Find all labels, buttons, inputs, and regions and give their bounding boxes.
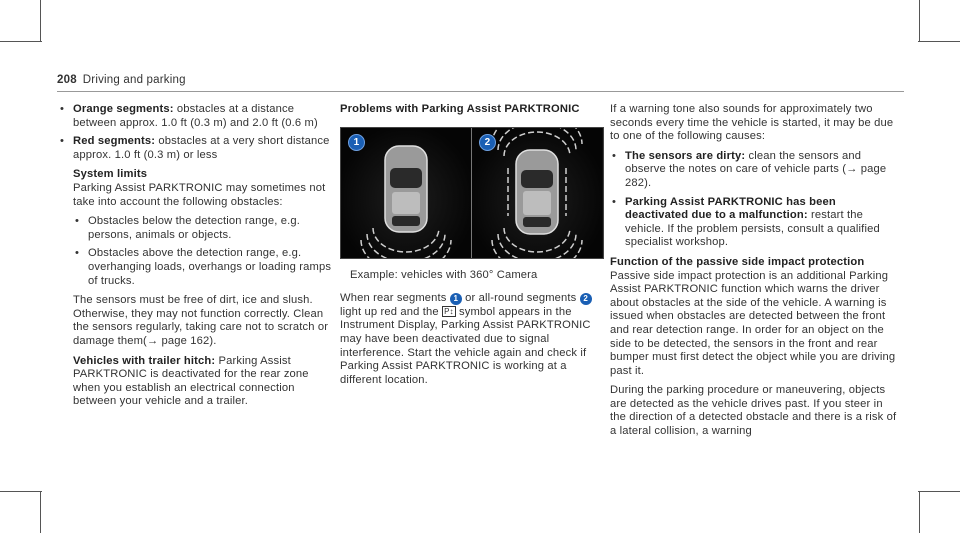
crop-mark <box>919 0 920 42</box>
limit-bullet: • Obstacles below the detection range, e.g. persons, animals or objects. <box>73 215 333 242</box>
trailer-paragraph: Vehicles with trailer hitch: Parking Assist PARKTRONIC is deactivated for the rear zone when you establish an electrical connection between your vehicle and a trailer. <box>73 354 309 408</box>
cause-bullet: • The sensors are dirty: clean the sensors and observe the notes on care of vehicle parts (→ page 282). <box>610 150 900 191</box>
crop-mark <box>40 0 41 42</box>
figure-panel-all-round-segments <box>472 128 602 258</box>
page-number: 208 <box>57 74 77 86</box>
function-paragraph: During the parking procedure or maneuvering, objects are detected as the vehicle drives past. If you steer in the direction of a detected obstacle and there is a risk of a lateral collision, a warning <box>610 384 897 438</box>
problems-heading: Problems with Parking Assist PARKTRONIC <box>340 103 580 115</box>
figure-caption: Example: vehicles with 360° Camera <box>350 268 538 281</box>
callout-badge-1: 1 <box>348 134 365 151</box>
crop-mark <box>0 41 42 42</box>
callout-badge-2: 2 <box>580 293 592 305</box>
column-right <box>610 103 900 445</box>
warning-intro: If a warning tone also sounds for approximately two seconds every time the vehicle is started, it may be due to one of the following causes: <box>610 103 894 143</box>
crop-mark <box>918 491 960 492</box>
figure-panel-rear-segments <box>341 128 471 258</box>
cause-bullet: • Parking Assist PARKTRONIC has been deactivated due to a malfunction: restart the vehicle. If the problem persists, consult a qualified specialist workshop. <box>610 196 900 250</box>
parktronic-symbol-icon: P↕ <box>444 306 454 316</box>
problems-paragraph: When rear segments 1 or all-round segments 2 light up red and the P↕ symbol appears in the Instrument Display, Parking Assist PARKTRONIC may have been deactivated due to signal interference. Start the vehicle again and check if Parking Assist PARKTRONIC is working at a different location. <box>340 292 591 386</box>
crop-mark <box>40 491 41 533</box>
sensors-paragraph: The sensors must be free of dirt, ice and slush. Otherwise, they may not function correctly. Clean the sensors regularly, taking care not to scratch or damage them(→ page 162). <box>73 294 329 347</box>
bullet-red-segments: • Red segments: obstacles at a very short distance approx. 1.0 ft (0.3 m) or less <box>58 135 333 162</box>
callout-badge-2: 2 <box>479 134 496 151</box>
function-heading: Function of the passive side impact protection <box>610 255 865 268</box>
crop-mark <box>0 491 42 492</box>
crop-mark <box>918 41 960 42</box>
column-middle <box>340 103 602 393</box>
parktronic-figure <box>340 127 604 259</box>
function-paragraph: Passive side impact protection is an additional Parking Assist PARKTRONIC function which warns the driver about obstacles at the side of the vehicle. A warning is issued when obstacles are detected between the front and rear detection range. In order for an object on the side to be detected, the sensors in the front and rear bumper must first detect the object while you are driving past it. <box>610 269 896 377</box>
callout-badge-1: 1 <box>450 293 462 305</box>
page-header <box>57 74 186 86</box>
crop-mark <box>919 491 920 533</box>
column-left <box>73 103 333 415</box>
section-title: Driving and parking <box>82 74 186 86</box>
bullet-orange-segments: • Orange segments: obstacles at a distance between approx. 1.0 ft (0.3 m) and 2.0 ft (0.6 m) <box>58 103 333 130</box>
system-limits-heading: System limits <box>73 168 148 181</box>
limit-bullet: • Obstacles above the detection range, e.g. overhanging loads, overhangs or loading ramps of trucks. <box>73 247 333 288</box>
header-rule <box>57 91 904 92</box>
system-limits-intro: Parking Assist PARKTRONIC may sometimes not take into account the following obstacles: <box>73 181 326 208</box>
